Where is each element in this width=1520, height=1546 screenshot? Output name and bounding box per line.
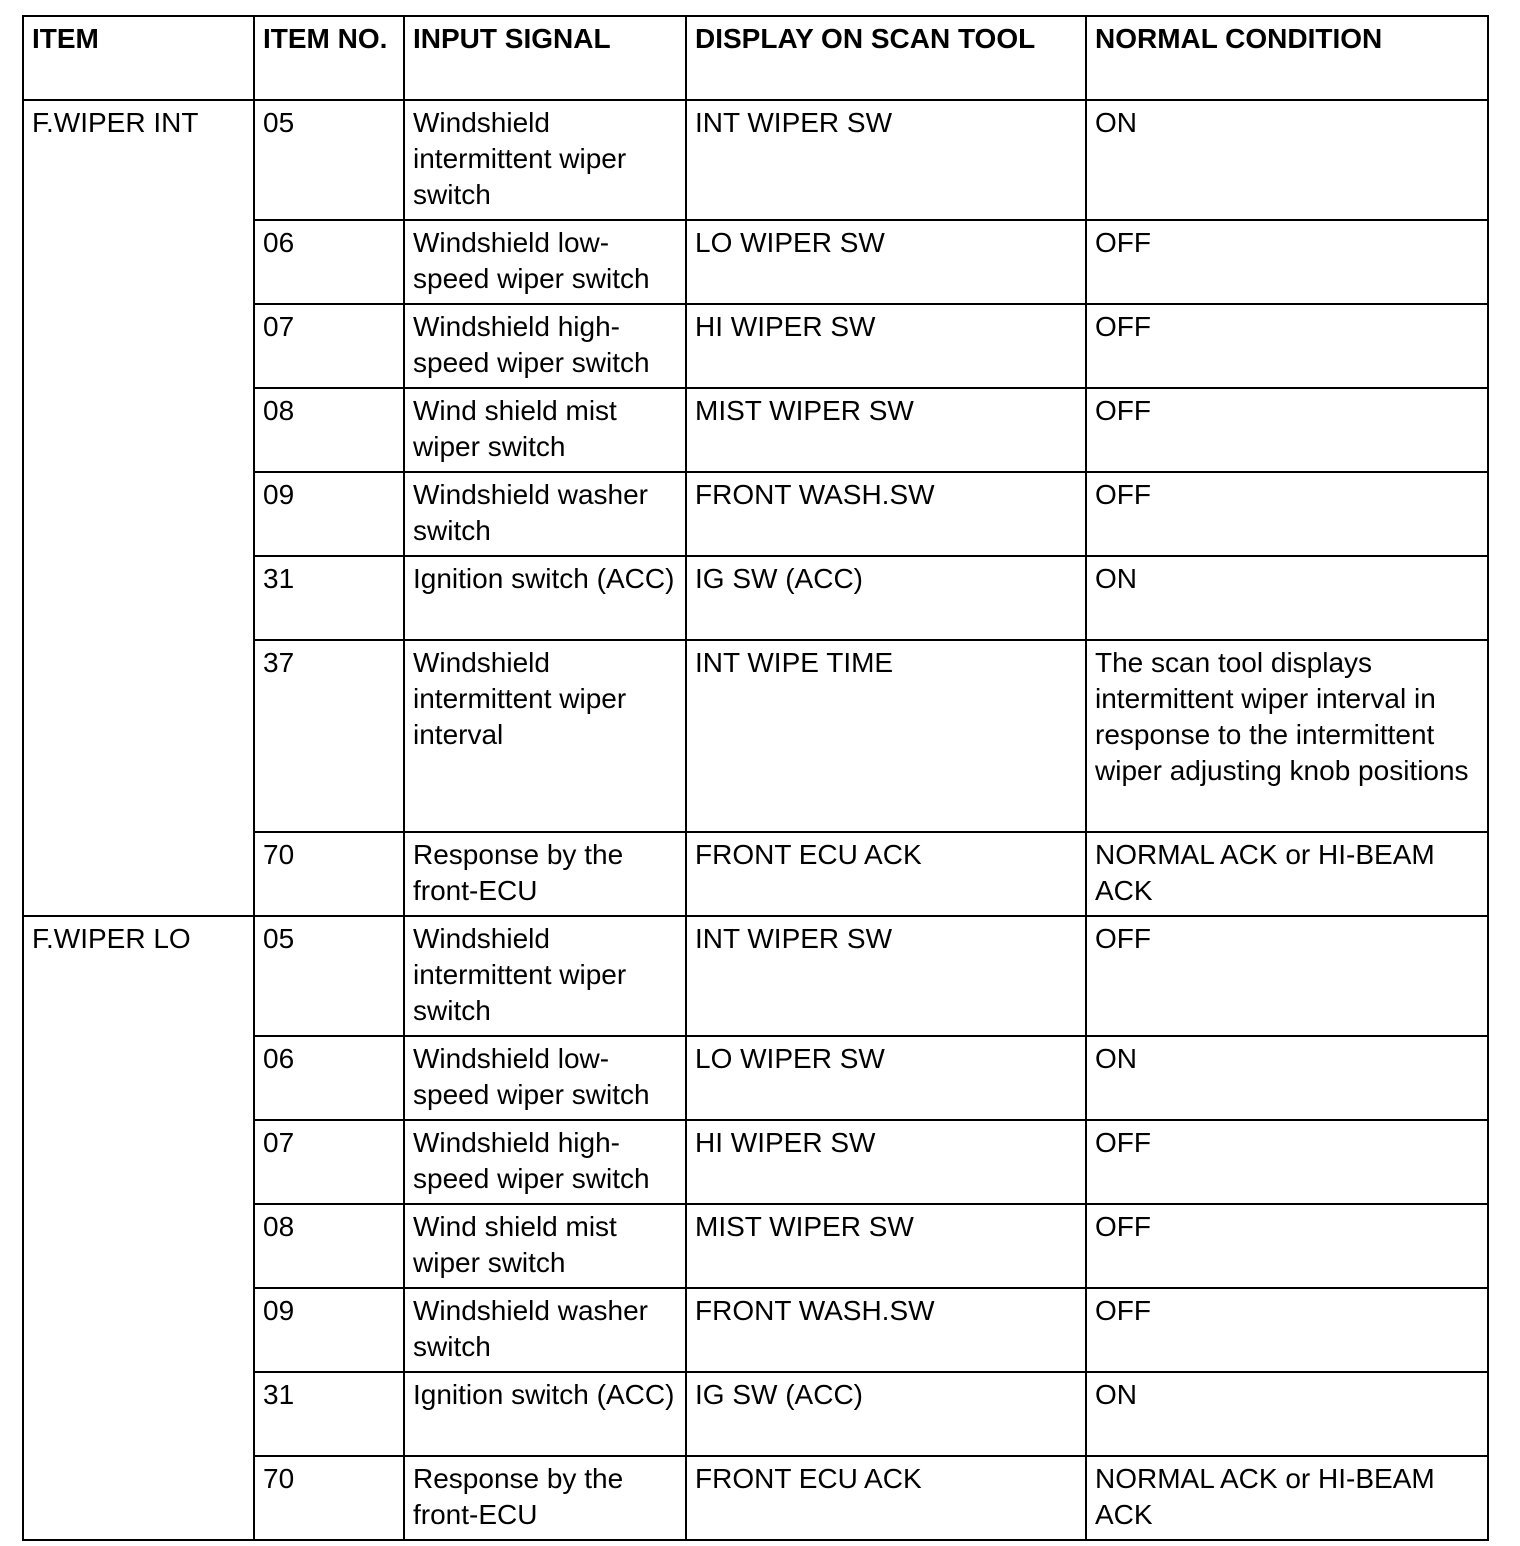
item-no: 70 [254, 1456, 404, 1540]
table-row [23, 100, 1488, 220]
input-signal: Windshield intermittent wiper switch [404, 916, 686, 1036]
header-row [23, 16, 1488, 100]
table-row [23, 916, 1488, 1036]
input-signal: Wind shield mist wiper switch [404, 1204, 686, 1288]
scan-tool-display: MIST WIPER SW [686, 388, 1086, 472]
header-display-on-scan-tool: DISPLAY ON SCAN TOOL [686, 16, 1086, 100]
input-signal: Response by the front-ECU [404, 832, 686, 916]
input-signal: Ignition switch (ACC) [404, 1372, 686, 1456]
normal-condition: OFF [1086, 1120, 1488, 1204]
scan-tool-display: FRONT WASH.SW [686, 1288, 1086, 1372]
item-no: 07 [254, 304, 404, 388]
normal-condition: OFF [1086, 304, 1488, 388]
input-signal: Windshield washer switch [404, 1288, 686, 1372]
item-no: 31 [254, 1372, 404, 1456]
scan-tool-display: LO WIPER SW [686, 220, 1086, 304]
item-no: 09 [254, 472, 404, 556]
scan-tool-display: HI WIPER SW [686, 304, 1086, 388]
normal-condition: OFF [1086, 1288, 1488, 1372]
input-signal: Response by the front-ECU [404, 1456, 686, 1540]
item-no: 06 [254, 220, 404, 304]
header-normal-condition: NORMAL CONDITION [1086, 16, 1488, 100]
item-no: 08 [254, 388, 404, 472]
input-signal: Windshield high-speed wiper switch [404, 1120, 686, 1204]
item-no: 09 [254, 1288, 404, 1372]
scan-tool-display: INT WIPER SW [686, 100, 1086, 220]
scan-tool-spec-table [22, 15, 1489, 1541]
input-signal: Ignition switch (ACC) [404, 556, 686, 640]
normal-condition: OFF [1086, 916, 1488, 1036]
item-no: 06 [254, 1036, 404, 1120]
input-signal: Windshield low-speed wiper switch [404, 220, 686, 304]
item-no: 37 [254, 640, 404, 832]
item-no: 05 [254, 100, 404, 220]
normal-condition: ON [1086, 556, 1488, 640]
item-no: 70 [254, 832, 404, 916]
normal-condition: ON [1086, 100, 1488, 220]
header-input-signal: INPUT SIGNAL [404, 16, 686, 100]
item-no: 31 [254, 556, 404, 640]
normal-condition: OFF [1086, 388, 1488, 472]
scan-tool-display: IG SW (ACC) [686, 1372, 1086, 1456]
input-signal: Windshield intermittent wiper switch [404, 100, 686, 220]
scan-tool-display: FRONT ECU ACK [686, 832, 1086, 916]
normal-condition: OFF [1086, 220, 1488, 304]
item-no: 07 [254, 1120, 404, 1204]
group-item-label: F.WIPER INT [23, 100, 254, 916]
normal-condition: ON [1086, 1372, 1488, 1456]
scan-tool-display: INT WIPE TIME [686, 640, 1086, 832]
item-no: 08 [254, 1204, 404, 1288]
normal-condition: OFF [1086, 472, 1488, 556]
normal-condition: NORMAL ACK or HI-BEAM ACK [1086, 1456, 1488, 1540]
scan-tool-display: FRONT ECU ACK [686, 1456, 1086, 1540]
header-item-no: ITEM NO. [254, 16, 404, 100]
input-signal: Windshield low-speed wiper switch [404, 1036, 686, 1120]
input-signal: Wind shield mist wiper switch [404, 388, 686, 472]
scan-tool-display: LO WIPER SW [686, 1036, 1086, 1120]
input-signal: Windshield washer switch [404, 472, 686, 556]
scan-tool-display: MIST WIPER SW [686, 1204, 1086, 1288]
scan-tool-display: IG SW (ACC) [686, 556, 1086, 640]
scan-tool-display: HI WIPER SW [686, 1120, 1086, 1204]
header-item: ITEM [23, 16, 254, 100]
normal-condition: NORMAL ACK or HI-BEAM ACK [1086, 832, 1488, 916]
normal-condition: ON [1086, 1036, 1488, 1120]
scan-tool-display: FRONT WASH.SW [686, 472, 1086, 556]
normal-condition: The scan tool displays intermittent wiper interval in response to the intermittent wiper adjusting knob positions [1086, 640, 1488, 832]
normal-condition: OFF [1086, 1204, 1488, 1288]
group-item-label: F.WIPER LO [23, 916, 254, 1540]
input-signal: Windshield intermittent wiper interval [404, 640, 686, 832]
item-no: 05 [254, 916, 404, 1036]
input-signal: Windshield high-speed wiper switch [404, 304, 686, 388]
scan-tool-display: INT WIPER SW [686, 916, 1086, 1036]
